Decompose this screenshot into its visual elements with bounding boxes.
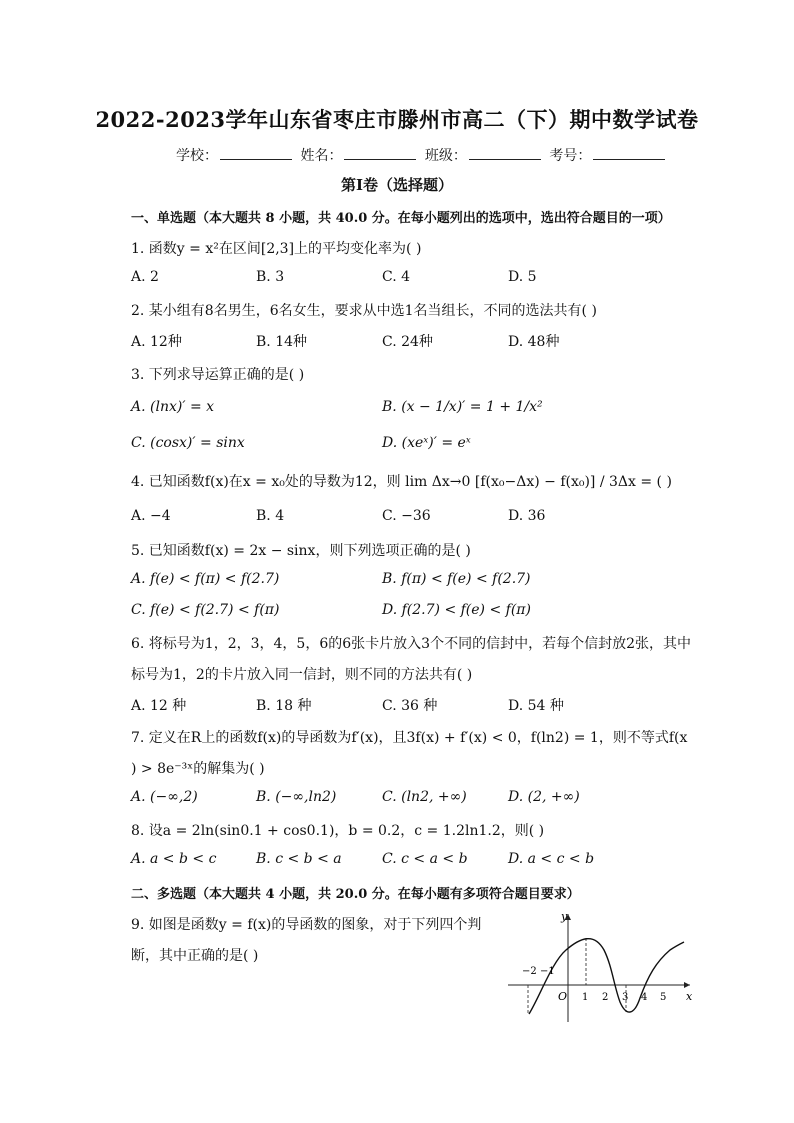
option-d[interactable]: D. (xeˣ)′ = eˣ bbox=[382, 435, 471, 451]
option-c[interactable]: C. (cosx)′ = sinx bbox=[131, 435, 245, 451]
volume-heading: 第Ⅰ卷（选择题） bbox=[340, 176, 454, 194]
question-6-stem: 6. 将标号为1，2，3，4，5，6的6张卡片放入3个不同的信封中，若每个信封放2张，其中 bbox=[131, 636, 691, 652]
student-info-line bbox=[176, 145, 669, 165]
option-a[interactable]: A. (lnx)′ = x bbox=[131, 399, 215, 415]
option-d[interactable]: D. (2, +∞) bbox=[508, 789, 580, 805]
question-8-stem: 8. 设a = 2ln(sin0.1 + cos0.1)，b = 0.2，c = 1.2ln1.2，则( ) bbox=[131, 823, 545, 839]
section-multiple-choice: 二、多选题（本大题共 4 小题，共 20.0 分。在每小题有多项符合题目要求） bbox=[131, 887, 580, 902]
x-axis-arrow-icon bbox=[684, 982, 690, 988]
option-c[interactable]: C. f(e) < f(2.7) < f(π) bbox=[131, 602, 280, 618]
question-6-options bbox=[131, 695, 691, 715]
question-3-options-row1 bbox=[131, 399, 691, 419]
option-a[interactable]: A. 12种 bbox=[131, 334, 182, 350]
tick-label-minus1: −1 bbox=[540, 966, 555, 977]
tick-label-4: 4 bbox=[641, 992, 648, 1003]
option-d[interactable]: D. 54 种 bbox=[508, 698, 564, 714]
option-a[interactable]: A. −4 bbox=[131, 508, 171, 524]
question-1-stem: 1. 函数y = x²在区间[2,3]上的平均变化率为( ) bbox=[131, 241, 422, 257]
option-b[interactable]: B. 4 bbox=[256, 508, 285, 524]
name-blank[interactable] bbox=[344, 145, 416, 160]
question-8-options bbox=[131, 851, 691, 871]
option-b[interactable]: B. (x − 1/x)′ = 1 + 1/x² bbox=[382, 399, 543, 415]
option-c[interactable]: C. −36 bbox=[382, 508, 431, 524]
question-5-stem: 5. 已知函数f(x) = 2x − sinx，则下列选项正确的是( ) bbox=[131, 543, 471, 559]
option-b[interactable]: B. (−∞,ln2) bbox=[256, 789, 337, 805]
tick-label-1: 1 bbox=[582, 992, 589, 1003]
school-label: 学校： bbox=[176, 148, 218, 164]
tick-label-2: 2 bbox=[602, 992, 609, 1003]
option-a[interactable]: A. a < b < c bbox=[131, 851, 217, 867]
option-c[interactable]: C. c < a < b bbox=[382, 851, 468, 867]
question-2-options bbox=[131, 331, 691, 351]
page-title: 2022-2023学年山东省枣庄市滕州市高二（下）期中数学试卷 bbox=[95, 107, 699, 132]
option-d[interactable]: D. f(2.7) < f(e) < f(π) bbox=[382, 602, 531, 618]
section-single-choice: 一、单选题（本大题共 8 小题，共 40.0 分。在每小题列出的选项中，选出符合题目的一项） bbox=[131, 211, 671, 226]
name-label: 姓名： bbox=[300, 148, 343, 164]
exam-no-blank[interactable] bbox=[593, 145, 665, 160]
question-9-stem: 9. 如图是函数y = f(x)的导函数的图象，对于下列四个判 bbox=[131, 917, 482, 933]
option-c[interactable]: C. 4 bbox=[382, 269, 411, 285]
question-3-options-row2 bbox=[131, 435, 691, 455]
option-a[interactable]: A. 12 种 bbox=[131, 698, 187, 714]
question-9-stem-cont: 断，其中正确的是( ) bbox=[131, 948, 259, 964]
origin-label: O bbox=[558, 990, 568, 1003]
option-d[interactable]: D. 5 bbox=[508, 269, 537, 285]
option-a[interactable]: A. (−∞,2) bbox=[131, 789, 198, 805]
tick-label-3: 3 bbox=[622, 992, 629, 1003]
tick-label-minus2: −2 bbox=[522, 966, 537, 977]
option-c[interactable]: C. 24种 bbox=[382, 334, 433, 350]
option-b[interactable]: B. 18 种 bbox=[256, 698, 312, 714]
derivative-graph bbox=[500, 910, 700, 1028]
question-6-stem-cont: 标号为1，2的卡片放入同一信封，则不同的方法共有( ) bbox=[131, 667, 473, 683]
class-label: 班级： bbox=[424, 148, 467, 164]
question-7-options bbox=[131, 789, 691, 809]
option-b[interactable]: B. c < b < a bbox=[256, 851, 342, 867]
option-a[interactable]: A. 2 bbox=[131, 269, 159, 285]
question-3-stem: 3. 下列求导运算正确的是( ) bbox=[131, 367, 305, 383]
tick-label-5: 5 bbox=[660, 992, 667, 1003]
class-blank[interactable] bbox=[469, 145, 541, 160]
question-5-options-row1 bbox=[131, 571, 691, 591]
option-b[interactable]: B. 3 bbox=[256, 269, 285, 285]
question-7-stem: 7. 定义在R上的函数f(x)的导函数为f′(x)，且3f(x) + f′(x) < 0，f(ln2) = 1，则不等式f(x bbox=[131, 730, 688, 746]
school-blank[interactable] bbox=[220, 145, 292, 160]
question-1-options bbox=[131, 269, 691, 289]
option-b[interactable]: B. 14种 bbox=[256, 334, 308, 350]
question-7-stem-cont: ) > 8e⁻³ˣ的解集为( ) bbox=[131, 761, 265, 777]
question-2-stem: 2. 某小组有8名男生，6名女生，要求从中选1名当组长，不同的选法共有( ) bbox=[131, 303, 597, 319]
y-axis-label: y bbox=[561, 910, 568, 923]
option-a[interactable]: A. f(e) < f(π) < f(2.7) bbox=[131, 571, 280, 587]
exam-no-label: 考号： bbox=[549, 148, 592, 164]
question-5-options-row2 bbox=[131, 602, 691, 622]
option-d[interactable]: D. 48种 bbox=[508, 334, 560, 350]
option-d[interactable]: D. a < c < b bbox=[508, 851, 595, 867]
option-d[interactable]: D. 36 bbox=[508, 508, 546, 524]
question-4-options bbox=[131, 508, 691, 528]
option-c[interactable]: C. 36 种 bbox=[382, 698, 438, 714]
option-c[interactable]: C. (ln2, +∞) bbox=[382, 789, 467, 805]
question-4-stem: 4. 已知函数f(x)在x = x₀处的导数为12，则 lim Δx→0 [f(x₀−Δx) − f(x₀)] / 3Δx = ( ) bbox=[131, 474, 672, 490]
x-axis-label: x bbox=[686, 990, 693, 1003]
option-b[interactable]: B. f(π) < f(e) < f(2.7) bbox=[382, 571, 531, 587]
